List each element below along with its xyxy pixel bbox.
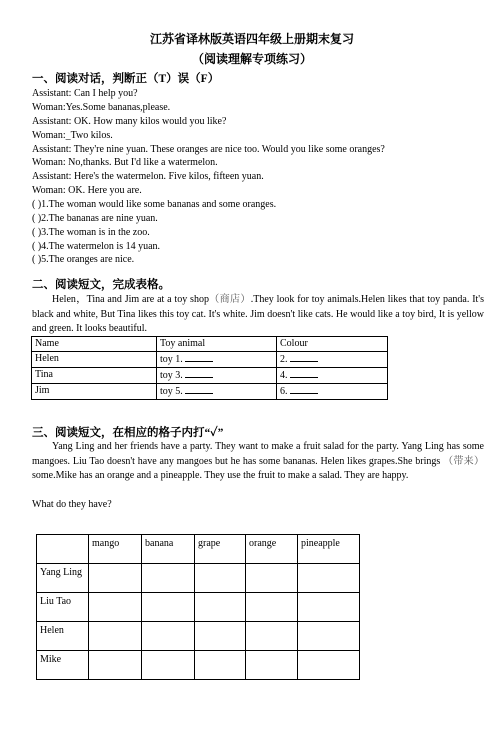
tf-question: ( )3.The woman is in the zoo. (32, 227, 150, 238)
dialogue-line: Assistant: Can I help you? (32, 88, 138, 99)
passage-note: （带来） (443, 455, 484, 467)
page-title: 江苏省译林版英语四年级上册期末复习 (149, 32, 354, 46)
check-cell[interactable] (246, 593, 298, 622)
table-row (37, 651, 360, 680)
check-cell[interactable] (142, 622, 195, 651)
colour-cell[interactable] (277, 352, 388, 368)
fruit-table (36, 534, 360, 680)
check-cell[interactable] (195, 564, 246, 593)
check-cell[interactable] (142, 593, 195, 622)
header-cell: orange (246, 535, 298, 564)
section3-heading: 三、阅读短文，在相应的格子内打“✓” (32, 427, 224, 439)
table-row (37, 593, 360, 622)
toy-cell[interactable] (157, 352, 277, 368)
toy-cell[interactable] (157, 368, 277, 384)
name-cell: Helen (32, 352, 157, 368)
colour-label: 2. (280, 354, 288, 365)
row-label: Mike (37, 651, 89, 680)
check-cell[interactable] (246, 564, 298, 593)
check-cell[interactable] (142, 651, 195, 680)
section3-question: What do they have? (32, 499, 112, 510)
answer-blank[interactable] (185, 368, 213, 378)
check-cell[interactable] (246, 622, 298, 651)
section2-passage (32, 293, 484, 337)
name-cell: Jim (32, 384, 157, 400)
tf-question: ( )5.The oranges are nice. (32, 254, 135, 265)
header-cell: grape (195, 535, 246, 564)
tf-question: ( )4.The watermelon is 14 yuan. (32, 241, 161, 252)
check-cell[interactable] (298, 593, 360, 622)
table-row (37, 564, 360, 593)
passage-text: some.Mike has an orange and a pineapple. They use the fruit to make a salad. They are happy. (32, 470, 409, 481)
row-label: Liu Tao (37, 593, 89, 622)
check-cell[interactable] (195, 651, 246, 680)
page-subtitle: （阅读理解专项练习） (191, 52, 312, 66)
tf-question: ( )2.The bananas are nine yuan. (32, 213, 158, 224)
header-cell: pineapple (298, 535, 360, 564)
check-cell[interactable] (89, 593, 142, 622)
answer-blank[interactable] (185, 352, 213, 362)
check-cell[interactable] (246, 651, 298, 680)
header-cell: Colour (277, 337, 388, 352)
dialogue-line: Assistant: Here's the watermelon. Five kilos, fifteen yuan. (32, 171, 264, 182)
toy-table (31, 336, 388, 400)
passage-note: （商店） (208, 294, 251, 305)
check-cell[interactable] (142, 564, 195, 593)
name-cell: Tina (32, 368, 157, 384)
check-cell[interactable] (298, 622, 360, 651)
section3-passage (32, 440, 484, 484)
section1-heading: 一、阅读对话，判断正（T）误（F） (32, 73, 220, 85)
table-row (32, 352, 388, 368)
colour-label: 6. (280, 386, 288, 397)
table-row (32, 384, 388, 400)
section2-heading: 二、阅读短文，完成表格。 (32, 279, 170, 291)
check-cell[interactable] (89, 651, 142, 680)
answer-blank[interactable] (290, 384, 318, 394)
check-cell[interactable] (298, 651, 360, 680)
colour-label: 4. (280, 370, 288, 381)
check-cell[interactable] (298, 564, 360, 593)
answer-blank[interactable] (290, 368, 318, 378)
passage-text: .They look for toy animals.Helen likes that toy panda. It's black and white, But Tina likes this toy cat. It's white. Jim doesn't like cats. He would like a toy bird, It is yellow and green. It looks beautiful. (32, 294, 484, 334)
header-cell: Toy animal (157, 337, 277, 352)
dialogue-line: Assistant: They're nine yuan. These oranges are nice too. Would you like some oranges? (32, 144, 385, 155)
colour-cell[interactable] (277, 384, 388, 400)
dialogue-line: Woman:_Two kilos. (32, 130, 113, 141)
table-header-row (32, 337, 388, 352)
check-cell[interactable] (195, 593, 246, 622)
table-header-row (37, 535, 360, 564)
check-cell[interactable] (89, 622, 142, 651)
dialogue-line: Woman: No,thanks. But I'd like a watermelon. (32, 157, 218, 168)
header-cell: Name (32, 337, 157, 352)
toy-label: toy 5. (160, 386, 183, 397)
answer-blank[interactable] (185, 384, 213, 394)
header-cell: mango (89, 535, 142, 564)
toy-label: toy 3. (160, 370, 183, 381)
row-label: Yang Ling (37, 564, 89, 593)
table-row (32, 368, 388, 384)
row-label: Helen (37, 622, 89, 651)
toy-label: toy 1. (160, 354, 183, 365)
header-cell (37, 535, 89, 564)
answer-blank[interactable] (290, 352, 318, 362)
dialogue-line: Woman: OK. Here you are. (32, 185, 142, 196)
toy-cell[interactable] (157, 384, 277, 400)
passage-text: Helen，Tina and Jim are at a toy shop (52, 294, 209, 305)
colour-cell[interactable] (277, 368, 388, 384)
tf-question: ( )1.The woman would like some bananas and some oranges. (32, 199, 277, 210)
passage-text: Yang Ling and her friends have a party. They want to make a fruit salad for the party. Yang Ling has some mangoes. Liu Tao doesn't have any mangoes but he has some bananas. Helen likes grapes.She brings (32, 441, 484, 467)
check-cell[interactable] (89, 564, 142, 593)
header-cell: banana (142, 535, 195, 564)
dialogue-line: Woman:Yes.Some bananas,please. (32, 102, 171, 113)
dialogue-line: Assistant: OK. How many kilos would you like? (32, 116, 227, 127)
check-cell[interactable] (195, 622, 246, 651)
table-row (37, 622, 360, 651)
